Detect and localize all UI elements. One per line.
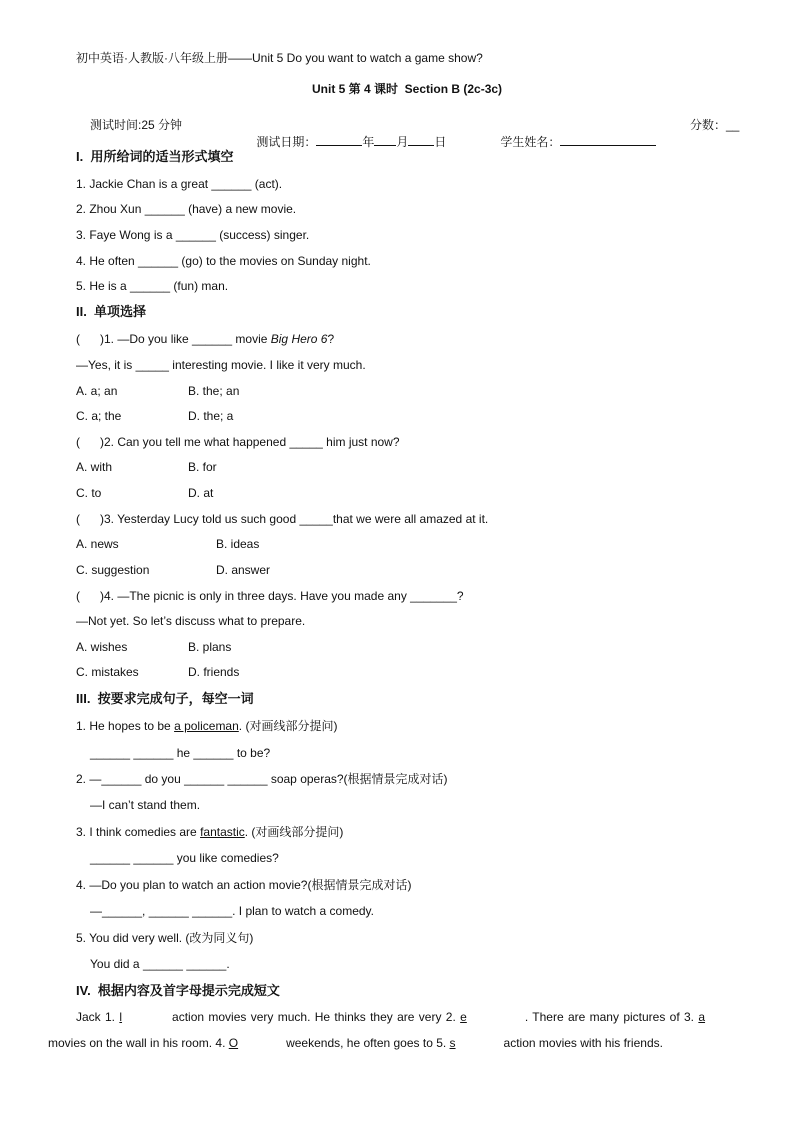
p1-hint-l: l [119,1010,123,1024]
s3-item-3-answer: ______ ______ you like comedies? [90,851,279,865]
s1-item-2: 2. Zhou Xun ______ (have) a new movie. [76,202,297,216]
q4-option-c: C. mistakes [76,665,139,679]
student-name-label: 学生姓名： [500,135,561,149]
p1-blank-3[interactable] [698,1010,705,1024]
test-date-label: 测试日期： [256,135,317,149]
q4-line-2: —Not yet. So let’s discuss what to prepare. [76,614,306,628]
q1-stem [76,331,334,347]
s3-item-2: 2. —______ do you ______ ______ soap operas?(根据情景完成对话) [76,772,448,786]
s3-item-1-post: . (对画线部分提问) [238,719,338,733]
score: 分数：__ [690,118,740,132]
section-4-title: IV. 根据内容及首字母提示完成短文 [76,983,280,998]
s3-item-3-pre: 3. I think comedies are [76,825,201,839]
q4-option-a: A. wishes [76,640,128,654]
q1-option-b: B. the; an [188,384,240,398]
student-name [487,117,656,166]
s1-item-1: 1. Jackie Chan is a great ______ (act). [76,177,283,191]
q1-stem-pre: ( )1. —Do you like ______ movie [76,332,271,346]
s3-item-4: 4. —Do you plan to watch an action movie?(根据情景完成对话) [76,878,412,892]
date-month: 月 [396,135,409,149]
s3-item-2-answer: —I can’t stand them. [90,798,201,812]
q4-option-d: D. friends [188,665,240,679]
q1-stem-post: ? [327,332,335,346]
s4-passage-line-2 [48,1035,663,1051]
s3-item-3-post: . (对画线部分提问) [244,825,344,839]
p2-text-c: action movies with his friends. [503,1036,663,1050]
date-year-blank[interactable] [316,133,362,146]
p2-hint-s: s [449,1036,456,1050]
q2-option-b: B. for [188,460,217,474]
lesson-title: Unit 5 第 4 课时 Section B (2c-3c) [312,82,503,96]
section-3-title: III. 按要求完成句子，每空一词 [76,691,254,706]
s1-item-4: 4. He often ______ (go) to the movies on Sunday night. [76,254,371,268]
q3-stem: ( )3. Yesterday Lucy told us such good _____that we were all amazed at it. [76,512,489,526]
p2-text-a: movies on the wall in his room. 4. [48,1036,229,1050]
p1-blank-2[interactable] [460,1010,525,1024]
s3-item-5-answer: You did a ______ ______. [90,957,230,971]
q4-option-b: B. plans [188,640,232,654]
q1-option-a: A. a; an [76,384,118,398]
p1-blank-1[interactable] [119,1010,172,1024]
date-day: 日 [434,135,447,149]
section-2-title: II. 单项选择 [76,304,147,319]
s3-item-1-answer: ______ ______ he ______ to be? [90,746,271,760]
p2-hint-o: O [228,1036,239,1050]
q3-option-c: C. suggestion [76,563,150,577]
student-name-blank[interactable] [560,133,656,146]
date-year: 年 [362,135,375,149]
s3-item-1 [76,718,337,734]
p2-blank-4[interactable] [229,1036,286,1050]
test-time: 测试时间:25 分钟 [90,118,183,132]
q3-option-a: A. news [76,537,119,551]
s1-item-3: 3. Faye Wong is a ______ (success) singer. [76,228,310,242]
course-title: 初中英语·人教版·八年级上册——Unit 5 Do you want to watch a game show? [76,51,483,65]
q1-option-c: C. a; the [76,409,122,423]
q1-line-2: —Yes, it is _____ interesting movie. I like it very much. [76,358,366,372]
q2-option-c: C. to [76,486,102,500]
p1-text-c: . There are many pictures of 3. [524,1010,699,1024]
q4-stem: ( )4. —The picnic is only in three days. Have you made any _______? [76,589,464,603]
q3-option-b: B. ideas [216,537,260,551]
q2-stem: ( )2. Can you tell me what happened _____ him just now? [76,435,400,449]
q3-option-d: D. answer [216,563,271,577]
s3-item-4-answer: —______, ______ ______. I plan to watch a comedy. [90,904,374,918]
section-1-title: I. 用所给词的适当形式填空 [76,149,234,164]
p2-text-b: weekends, he often goes to 5. [286,1036,450,1050]
q1-option-d: D. the; a [188,409,234,423]
p1-text-a: Jack 1. [76,1010,120,1024]
p1-text-b: action movies very much. He thinks they are very 2. [172,1010,461,1024]
test-date [243,117,446,166]
s3-item-3-underlined: fantastic [200,825,245,839]
p1-hint-e: e [460,1010,467,1024]
s3-item-1-pre: 1. He hopes to be [76,719,175,733]
s3-item-5: 5. You did very well. (改为同义句) [76,931,254,945]
date-day-blank[interactable] [408,133,434,146]
q2-option-a: A. with [76,460,113,474]
q1-movie-title: Big Hero 6 [270,332,328,346]
p1-hint-a: a [698,1010,706,1024]
q2-option-d: D. at [188,486,214,500]
s3-item-3 [76,824,343,840]
date-month-blank[interactable] [374,133,396,146]
p2-blank-5[interactable] [450,1036,504,1050]
s4-passage-line-1 [76,1009,705,1025]
s3-item-1-underlined: a policeman [174,719,239,733]
s1-item-5: 5. He is a ______ (fun) man. [76,279,229,293]
